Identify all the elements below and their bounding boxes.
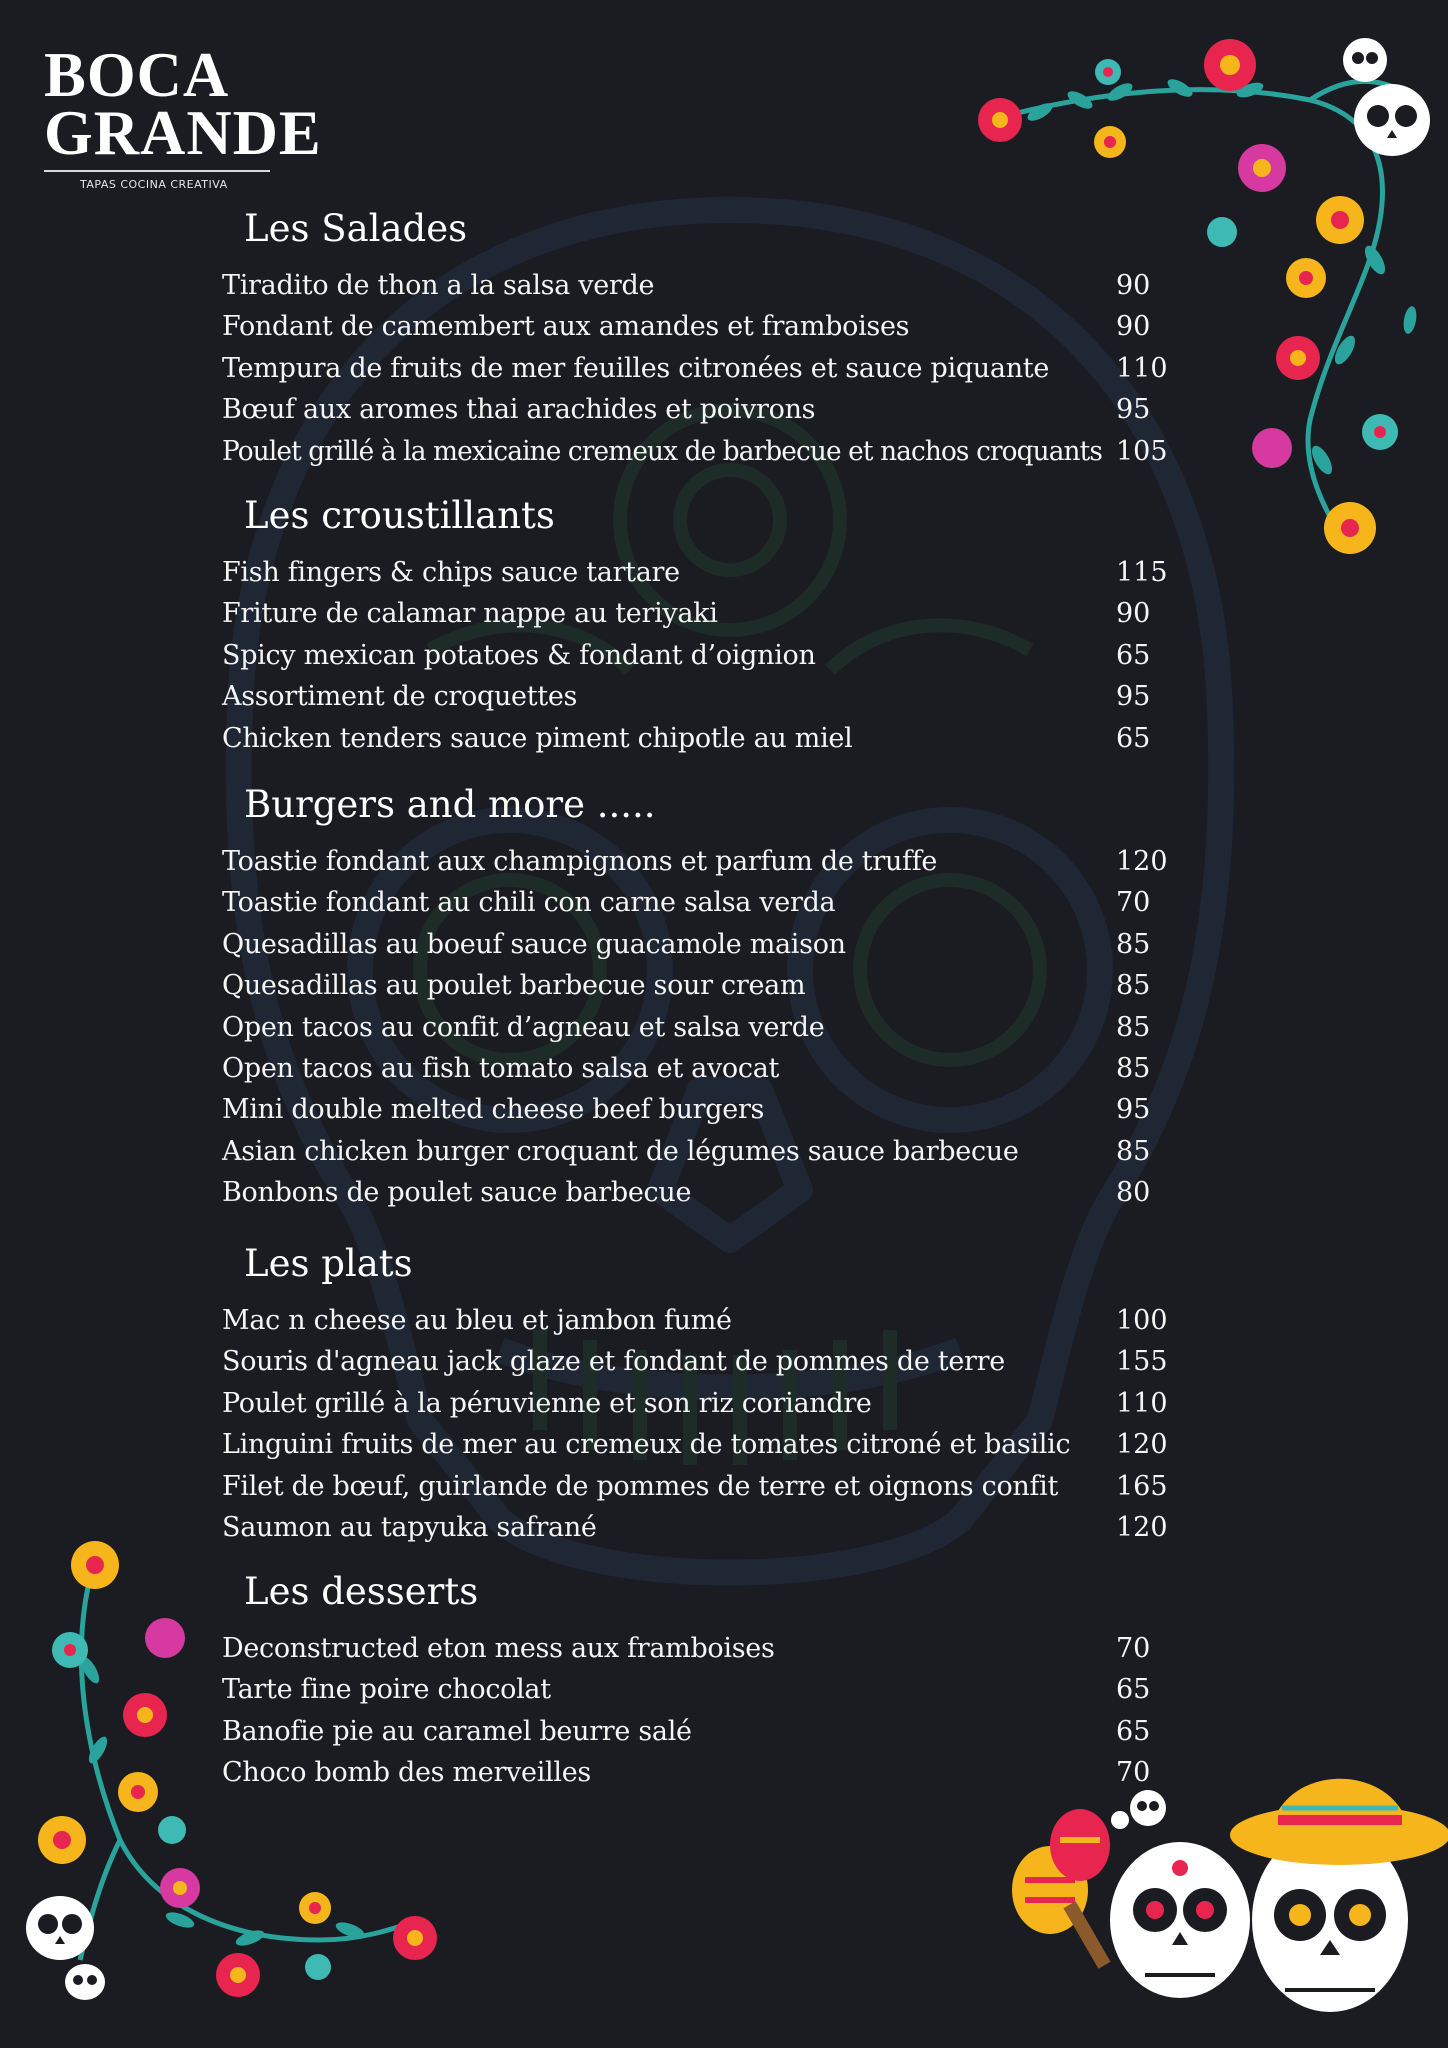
item-price: 95 bbox=[1116, 1094, 1151, 1126]
section-title: Les Salades bbox=[244, 207, 468, 250]
item-price: 105 bbox=[1116, 435, 1168, 467]
item-price: 110 bbox=[1116, 352, 1168, 384]
menu-item bbox=[222, 1632, 1172, 1673]
menu-item bbox=[222, 1470, 1172, 1511]
menu-item bbox=[222, 1093, 1172, 1134]
item-price: 120 bbox=[1116, 846, 1168, 877]
brand-tagline: TAPAS COCINA CREATIVA bbox=[80, 178, 228, 191]
menu-item bbox=[222, 722, 1172, 763]
menu-item bbox=[222, 1673, 1172, 1714]
menu-item bbox=[222, 1428, 1172, 1469]
item-price: 80 bbox=[1116, 1177, 1151, 1209]
menu-item bbox=[222, 1756, 1172, 1797]
item-name: Choco bomb des merveilles bbox=[222, 1757, 591, 1789]
item-price: 65 bbox=[1116, 639, 1151, 671]
item-price: 120 bbox=[1116, 1511, 1168, 1543]
item-name: Fondant de camembert aux amandes et framboises bbox=[222, 311, 910, 343]
item-name: Toastie fondant aux champignons et parfum de truffe bbox=[222, 846, 938, 877]
item-price: 85 bbox=[1116, 1135, 1151, 1167]
item-price: 100 bbox=[1116, 1305, 1168, 1336]
item-price: 65 bbox=[1116, 722, 1151, 754]
item-price: 65 bbox=[1116, 1715, 1151, 1747]
menu-item bbox=[222, 845, 1172, 886]
menu-item bbox=[222, 435, 1172, 476]
menu-item bbox=[222, 680, 1172, 721]
item-name: Tiradito de thon a la salsa verde bbox=[222, 270, 655, 301]
menu-item bbox=[222, 1387, 1172, 1428]
section-title: Les croustillants bbox=[244, 494, 555, 537]
menu-item bbox=[222, 886, 1172, 927]
menu-item bbox=[222, 1011, 1172, 1052]
menu-item bbox=[222, 1135, 1172, 1176]
item-name: Tempura de fruits de mer feuilles citronées et sauce piquante bbox=[222, 352, 1050, 384]
menu-item bbox=[222, 1176, 1172, 1217]
item-price: 115 bbox=[1116, 557, 1168, 588]
item-price: 90 bbox=[1116, 598, 1151, 630]
item-price: 120 bbox=[1116, 1429, 1168, 1461]
item-name: Poulet grillé à la péruvienne et son riz coriandre bbox=[222, 1387, 872, 1419]
brand-name-line2: GRANDE bbox=[44, 97, 322, 168]
item-name: Open tacos au confit d’agneau et salsa verde bbox=[222, 1011, 825, 1043]
menu-item bbox=[222, 352, 1172, 393]
item-price: 85 bbox=[1116, 970, 1151, 1002]
menu-item bbox=[222, 556, 1172, 597]
item-name: Fish fingers & chips sauce tartare bbox=[222, 557, 680, 588]
menu-item bbox=[222, 269, 1172, 310]
section-title: Les plats bbox=[244, 1242, 413, 1285]
item-price: 95 bbox=[1116, 394, 1151, 426]
menu-item bbox=[222, 928, 1172, 969]
item-price: 155 bbox=[1116, 1346, 1168, 1378]
item-name: Saumon au tapyuka safrané bbox=[222, 1511, 597, 1543]
menu-item bbox=[222, 1715, 1172, 1756]
item-price: 95 bbox=[1116, 681, 1151, 713]
item-name: Souris d'agneau jack glaze et fondant de pommes de terre bbox=[222, 1346, 1005, 1378]
item-name: Toastie fondant au chili con carne salsa verda bbox=[222, 887, 836, 919]
menu-item bbox=[222, 310, 1172, 351]
menu-item bbox=[222, 1052, 1172, 1093]
logo-divider bbox=[44, 170, 270, 172]
menu-item bbox=[222, 969, 1172, 1010]
item-price: 85 bbox=[1116, 1052, 1151, 1084]
section-title: Les desserts bbox=[244, 1570, 479, 1613]
item-name: Bœuf aux aromes thai arachides et poivrons bbox=[222, 394, 816, 426]
item-name: Linguini fruits de mer au cremeux de tomates citroné et basilic bbox=[222, 1429, 1071, 1461]
item-name: Spicy mexican potatoes & fondant d’oignion bbox=[222, 639, 816, 671]
item-name: Chicken tenders sauce piment chipotle au miel bbox=[222, 722, 853, 754]
item-name: Tarte fine poire chocolat bbox=[222, 1674, 551, 1706]
item-price: 90 bbox=[1116, 270, 1151, 301]
item-name: Banofie pie au caramel beurre salé bbox=[222, 1715, 692, 1747]
menu-item bbox=[222, 639, 1172, 680]
item-name: Bonbons de poulet sauce barbecue bbox=[222, 1177, 692, 1209]
item-price: 65 bbox=[1116, 1674, 1151, 1706]
menu-item bbox=[222, 1304, 1172, 1345]
item-name: Quesadillas au poulet barbecue sour cream bbox=[222, 970, 806, 1002]
item-price: 90 bbox=[1116, 311, 1151, 343]
item-price: 85 bbox=[1116, 1011, 1151, 1043]
brand-name-line1: BOCA bbox=[44, 39, 230, 110]
item-price: 165 bbox=[1116, 1470, 1168, 1502]
menu-item bbox=[222, 1345, 1172, 1386]
item-price: 70 bbox=[1116, 1633, 1151, 1664]
item-name: Assortiment de croquettes bbox=[222, 681, 578, 713]
brand-logo bbox=[44, 39, 322, 191]
item-name: Open tacos au fish tomato salsa et avocat bbox=[222, 1052, 780, 1084]
item-name: Poulet grillé à la mexicaine cremeux de barbecue et nachos croquants bbox=[222, 435, 1102, 467]
item-price: 110 bbox=[1116, 1387, 1168, 1419]
item-name: Friture de calamar nappe au teriyaki bbox=[222, 598, 718, 630]
item-name: Asian chicken burger croquant de légumes sauce barbecue bbox=[222, 1135, 1019, 1167]
item-name: Quesadillas au boeuf sauce guacamole maison bbox=[222, 928, 846, 960]
item-name: Filet de bœuf, guirlande de pommes de terre et oignons confit bbox=[222, 1470, 1059, 1502]
item-name: Deconstructed eton mess aux framboises bbox=[222, 1633, 775, 1664]
item-price: 85 bbox=[1116, 928, 1151, 960]
menu-item bbox=[222, 597, 1172, 638]
item-price: 70 bbox=[1116, 887, 1151, 919]
menu-item bbox=[222, 1511, 1172, 1552]
item-name: Mac n cheese au bleu et jambon fumé bbox=[222, 1305, 732, 1336]
item-name: Mini double melted cheese beef burgers bbox=[222, 1094, 765, 1126]
menu-item bbox=[222, 393, 1172, 434]
item-price: 70 bbox=[1116, 1757, 1151, 1789]
section-title: Burgers and more ..... bbox=[244, 783, 656, 826]
